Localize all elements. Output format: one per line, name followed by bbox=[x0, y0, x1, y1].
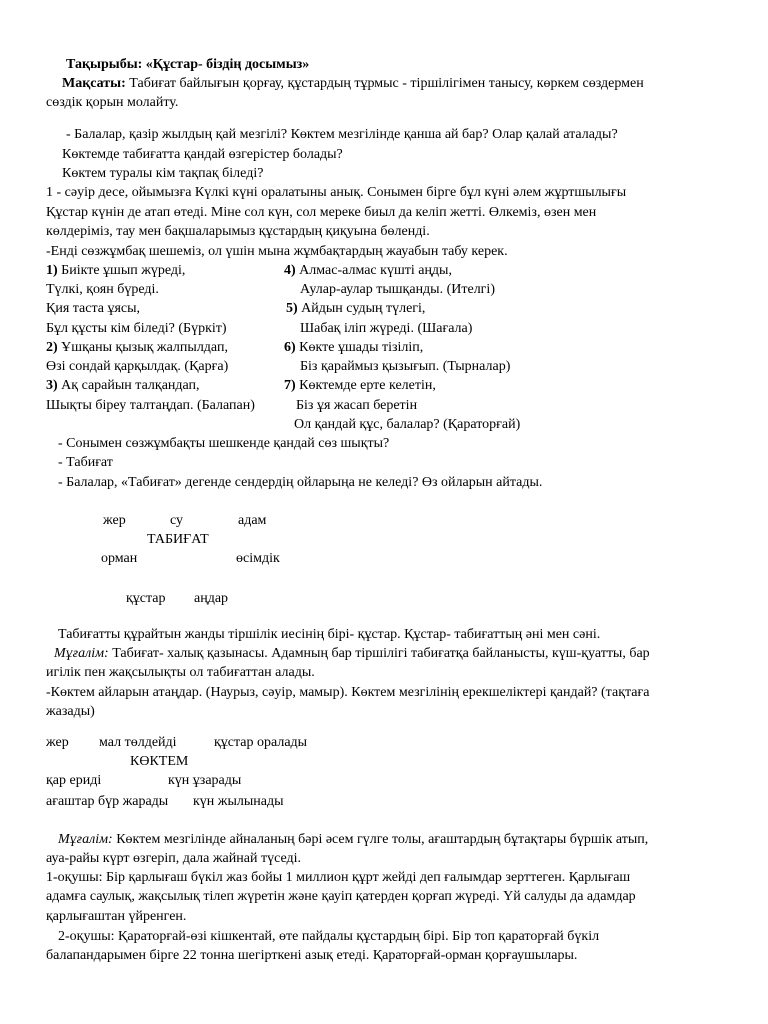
cluster-word: адам bbox=[238, 513, 267, 528]
dialog-line-2: - Табиғат bbox=[58, 455, 113, 470]
cluster-word: аңдар bbox=[194, 591, 229, 606]
cluster-word: күн жылынады bbox=[193, 794, 284, 809]
pupil1-line-1: 1-оқушы: Бір қарлығаш бүкіл жаз бойы 1 миллион құрт жейді деп ғалымдар зерттеген. Қарлығаш bbox=[46, 870, 631, 885]
riddle-right-line: Шабақ іліп жүреді. (Шағала) bbox=[300, 321, 473, 336]
goal-line-1 bbox=[62, 75, 644, 93]
riddle-right-line: Біз қараймыз қызығып. (Тырналар) bbox=[300, 359, 511, 374]
para1-line-2: Құстар күнін де атап өтеді. Міне сол күн, сол мереке биыл да келіп жетті. Өлкеміз, өзен мен bbox=[46, 205, 597, 220]
dialog-line-1: - Сонымен сөзжұмбақты шешкенде қандай сөз шықты? bbox=[58, 436, 390, 451]
dialog-line-3: - Балалар, «Табиғат» дегенде сендердің ойларыңа не келеді? Өз ойларын айтады. bbox=[58, 475, 543, 490]
cluster-word: қар ериді bbox=[46, 773, 102, 788]
para1-line-3: көлдеріміз, тау мен бақшаларымыз құстардың қиқуына бөленді. bbox=[46, 224, 430, 239]
para1-line-4: -Енді сөзжұмбақ шешеміз, ол үшін мына жұмбақтардың жауабын табу керек. bbox=[46, 244, 508, 259]
goal-line-2: сөздік қорын молайту. bbox=[46, 95, 179, 110]
riddle-right-line: 5) Айдын судың түлегі, bbox=[286, 301, 426, 316]
para3-line-1: -Көктем айларын атаңдар. (Наурыз, сәуір, мамыр). Көктем мезгілінің ерекшеліктері қандай? (тақтаға bbox=[46, 685, 650, 700]
pupil1-line-3: қарлығаштан үйренген. bbox=[46, 909, 187, 924]
riddle-left-line: Қия таста ұясы, bbox=[46, 301, 141, 316]
para3-line-2: жазады) bbox=[46, 704, 95, 719]
riddle-left-line: Өзі сондай қарқылдақ. (Қарға) bbox=[46, 359, 229, 374]
intro-line-1: - Балалар, қазір жылдың қай мезгілі? Көктем мезгілінде қанша ай бар? Олар қалай аталады? bbox=[66, 127, 618, 142]
topic-line bbox=[66, 56, 309, 74]
topic-value: «Құстар- біздің досымыз» bbox=[145, 57, 310, 72]
riddle-left-line: 3) Ақ сарайын талқандап, bbox=[46, 378, 200, 393]
riddle-right-line: Ол қандай құс, балалар? (Қараторғай) bbox=[294, 417, 521, 432]
cluster-word: су bbox=[170, 513, 184, 528]
teacher1-line-1: Мұғалім: Табиғат- халық қазынасы. Адамның бар тіршілігі табиғатқа байланысты, күш-қуатты, бар bbox=[54, 646, 650, 661]
riddle-left-line: Шықты біреу талтаңдап. (Балапан) bbox=[46, 398, 255, 413]
pupil1-line-2: адамға саулық, жақсылық тілеп жүретін және қауіп қатерден қорғап жүреді. Үй салуды да адамдар bbox=[46, 889, 636, 904]
topic-label: Тақырыбы: bbox=[66, 57, 146, 72]
cluster-word: жер bbox=[46, 735, 69, 750]
cluster-word: ағаштар бүр жарады bbox=[46, 794, 169, 809]
para1-line-1: 1 - сәуір десе, ойымызға Күлкі күні оралатыны анық. Сонымен бірге бұл күні әлем жұртшылығы bbox=[46, 185, 627, 200]
riddle-right-line: 7) Көктемде ерте келетін, bbox=[284, 378, 436, 393]
riddle-right-line: Біз ұя жасап беретін bbox=[296, 398, 418, 413]
intro-line-2: Көктемде табиғатта қандай өзгерістер болады? bbox=[62, 147, 343, 162]
cluster-center: ТАБИҒАТ bbox=[147, 532, 209, 547]
teacher2-line-1: Мұғалім: Көктем мезгілінде айналаның бәрі әсем гүлге толы, ағаштардың бұтақтары бүршік атып, bbox=[58, 832, 649, 847]
cluster-word: мал төлдейді bbox=[99, 735, 177, 750]
intro-line-3: Көктем туралы кім тақпақ біледі? bbox=[62, 166, 264, 181]
riddle-left-line: 1) Биікте ұшып жүреді, bbox=[46, 263, 186, 278]
teacher2-line-2: ауа-райы күрт өзгеріп, дала жайнай түседі. bbox=[46, 851, 302, 866]
cluster-word: өсімдік bbox=[236, 551, 280, 566]
para2-line: Табиғатты құрайтын жанды тіршілік иесінің бірі- құстар. Құстар- табиғаттың әні мен сәні. bbox=[58, 627, 601, 642]
goal-label: Мақсаты: bbox=[62, 76, 130, 91]
cluster-word: орман bbox=[101, 551, 138, 566]
riddle-left-line: Түлкі, қоян бүреді. bbox=[46, 282, 159, 297]
cluster-word: құстар оралады bbox=[214, 735, 308, 750]
riddle-left-line: Бұл құсты кім біледі? (Бүркіт) bbox=[46, 321, 227, 336]
riddle-right-line: Аулар-аулар тышқанды. (Ителгі) bbox=[300, 282, 495, 297]
teacher1-line-2: игілік пен жақсылықты ол табиғаттан алады. bbox=[46, 665, 315, 680]
riddle-right-line: 4) Алмас-алмас күшті аңды, bbox=[284, 263, 452, 278]
cluster-center: КӨКТЕМ bbox=[130, 754, 189, 769]
goal-text-1: Табиғат байлығын қорғау, құстардың тұрмыс - тіршілігімен танысу, көркем сөздермен bbox=[129, 76, 644, 91]
pupil2-line-1: 2-оқушы: Қараторғай-өзі кішкентай, өте пайдалы құстардың бірі. Бір топ қараторғай бүкіл bbox=[58, 929, 600, 944]
pupil2-line-2: балапандарымен бірге 22 тонна шегірткені азық етеді. Қараторғай-орман қорғаушылары. bbox=[46, 948, 578, 963]
riddle-right-line: 6) Көкте ұшады тізіліп, bbox=[284, 340, 424, 355]
riddle-left-line: 2) Ұшқаны қызық жалпылдап, bbox=[46, 340, 228, 355]
cluster-word: жер bbox=[103, 513, 126, 528]
cluster-word: құстар bbox=[126, 591, 166, 606]
cluster-word: күн ұзарады bbox=[168, 773, 242, 788]
